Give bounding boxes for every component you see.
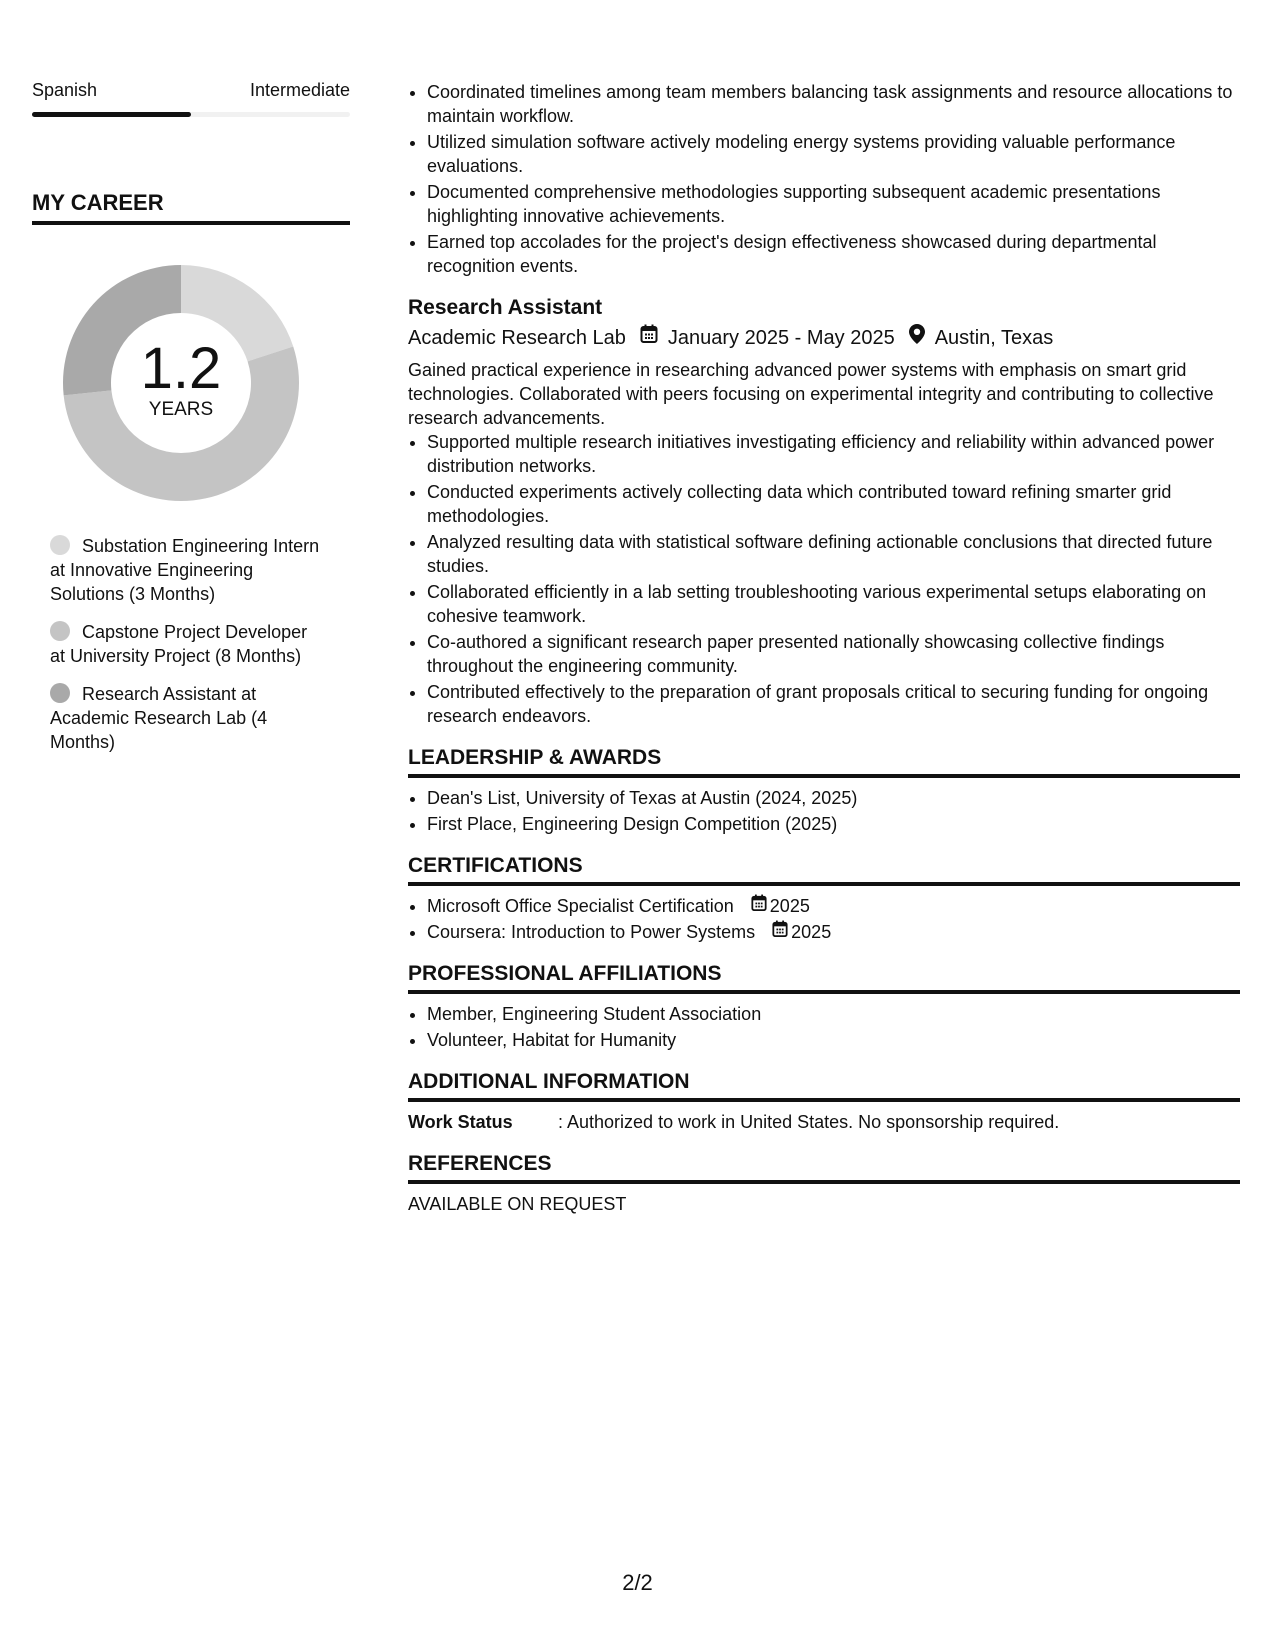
career-legend-item [50, 534, 322, 606]
work-status-value: : Authorized to work in United States. No sponsorship required. [558, 1112, 1060, 1132]
bullet-item: • Utilized simulation software actively modeling energy systems providing valuable performance evaluations. [427, 130, 1240, 178]
certifications-section-title: CERTIFICATIONS [408, 852, 1240, 886]
bullet-item: • Collaborated efficiently in a lab setting troubleshooting various experimental setups elaborating on cohesive teamwork. [427, 580, 1240, 628]
job-meta [408, 324, 1240, 352]
certification-item [427, 920, 1240, 944]
job-company: Academic Research Lab [408, 327, 626, 349]
bullet-item: • Earned top accolades for the project's design effectiveness showcased during departmental recognition events. [427, 230, 1240, 278]
certification-year: 2025 [769, 896, 810, 916]
references-text: AVAILABLE ON REQUEST [408, 1194, 627, 1214]
leadership-list [408, 786, 1240, 836]
calendar-icon [751, 894, 770, 918]
certifications-list [408, 894, 1240, 944]
previous-job-bullets [408, 80, 1240, 278]
bullet-item: • Supported multiple research initiatives investigating efficiency and reliability within advanced power distribution networks. [427, 430, 1240, 478]
language-proficiency-bar [32, 112, 350, 117]
legend-dot-icon [50, 535, 70, 555]
job-location: Austin, Texas [934, 327, 1054, 349]
additional-info-section-title: ADDITIONAL INFORMATION [408, 1068, 1240, 1102]
leadership-section-title: LEADERSHIP & AWARDS [408, 744, 1240, 778]
work-status-row [408, 1110, 1240, 1134]
job-dates: January 2025 - May 2025 [667, 327, 895, 349]
career-legend-item [50, 620, 322, 668]
donut-center [56, 258, 306, 508]
affiliations-list [408, 1002, 1240, 1052]
language-level: Intermediate [249, 80, 350, 100]
right-column [408, 80, 1240, 1216]
legend-dot-icon [50, 621, 70, 641]
bullet-item: • Conducted experiments actively collecting data which contributed toward refining smarter grid methodologies. [427, 480, 1240, 528]
page-number: 2/2 [622, 1570, 653, 1595]
language-proficiency-fill [32, 112, 191, 117]
career-legend [50, 534, 322, 754]
bullet-item: • Contributed effectively to the preparation of grant proposals critical to securing funding for ongoing research endeavors. [427, 680, 1240, 728]
bullet-item: • Coordinated timelines among team members balancing task assignments and resource allocations to maintain workflow. [427, 80, 1240, 128]
certification-year: 2025 [791, 922, 832, 942]
bullet-item: • Volunteer, Habitat for Humanity [427, 1028, 1240, 1052]
job-description: Gained practical experience in researching advanced power systems with emphasis on smart grid technologies. Collaborated with peers focusing on experimental integrity and contributing to collective research advancements. [408, 360, 1214, 428]
career-legend-item [50, 682, 322, 754]
bullet-item: • First Place, Engineering Design Competition (2025) [427, 812, 1240, 836]
certification-name: Microsoft Office Specialist Certification [427, 896, 734, 916]
career-total-unit: YEARS [148, 399, 214, 420]
location-pin-icon [909, 324, 925, 352]
bullet-item: • Dean's List, University of Texas at Austin (2024, 2025) [427, 786, 1240, 810]
career-legend-label: Capstone Project Developer at University Project (8 Months) [50, 622, 308, 666]
bullet-item: • Member, Engineering Student Association [427, 1002, 1240, 1026]
certification-date [751, 894, 810, 918]
references-section-title: REFERENCES [408, 1150, 1240, 1184]
affiliations-section-title: PROFESSIONAL AFFILIATIONS [408, 960, 1240, 994]
certification-name: Coursera: Introduction to Power Systems [427, 922, 756, 942]
certification-date [772, 920, 831, 944]
legend-dot-icon [50, 683, 70, 703]
language-name: Spanish [32, 80, 98, 100]
calendar-icon [772, 920, 791, 944]
work-status-label: Work Status [408, 1112, 513, 1132]
job-bullets [408, 430, 1240, 728]
career-donut-chart [56, 258, 306, 508]
bullet-item: • Documented comprehensive methodologies supporting subsequent academic presentations highlighting innovative achievements. [427, 180, 1240, 228]
calendar-icon [640, 324, 658, 352]
career-legend-label: Substation Engineering Intern at Innovative Engineering Solutions (3 Months) [50, 536, 320, 604]
job-title: Research Assistant [408, 296, 603, 319]
career-legend-label: Research Assistant at Academic Research Lab (4 Months) [50, 684, 268, 752]
career-section-title: MY CAREER [32, 189, 350, 225]
bullet-item: • Co-authored a significant research paper presented nationally showcasing collective findings throughout the engineering community. [427, 630, 1240, 678]
language-row [32, 78, 350, 102]
career-total-value: 1.2 [140, 336, 222, 401]
certification-item [427, 894, 1240, 918]
bullet-item: • Analyzed resulting data with statistical software defining actionable conclusions that directed future studies. [427, 530, 1240, 578]
left-column [32, 78, 350, 768]
